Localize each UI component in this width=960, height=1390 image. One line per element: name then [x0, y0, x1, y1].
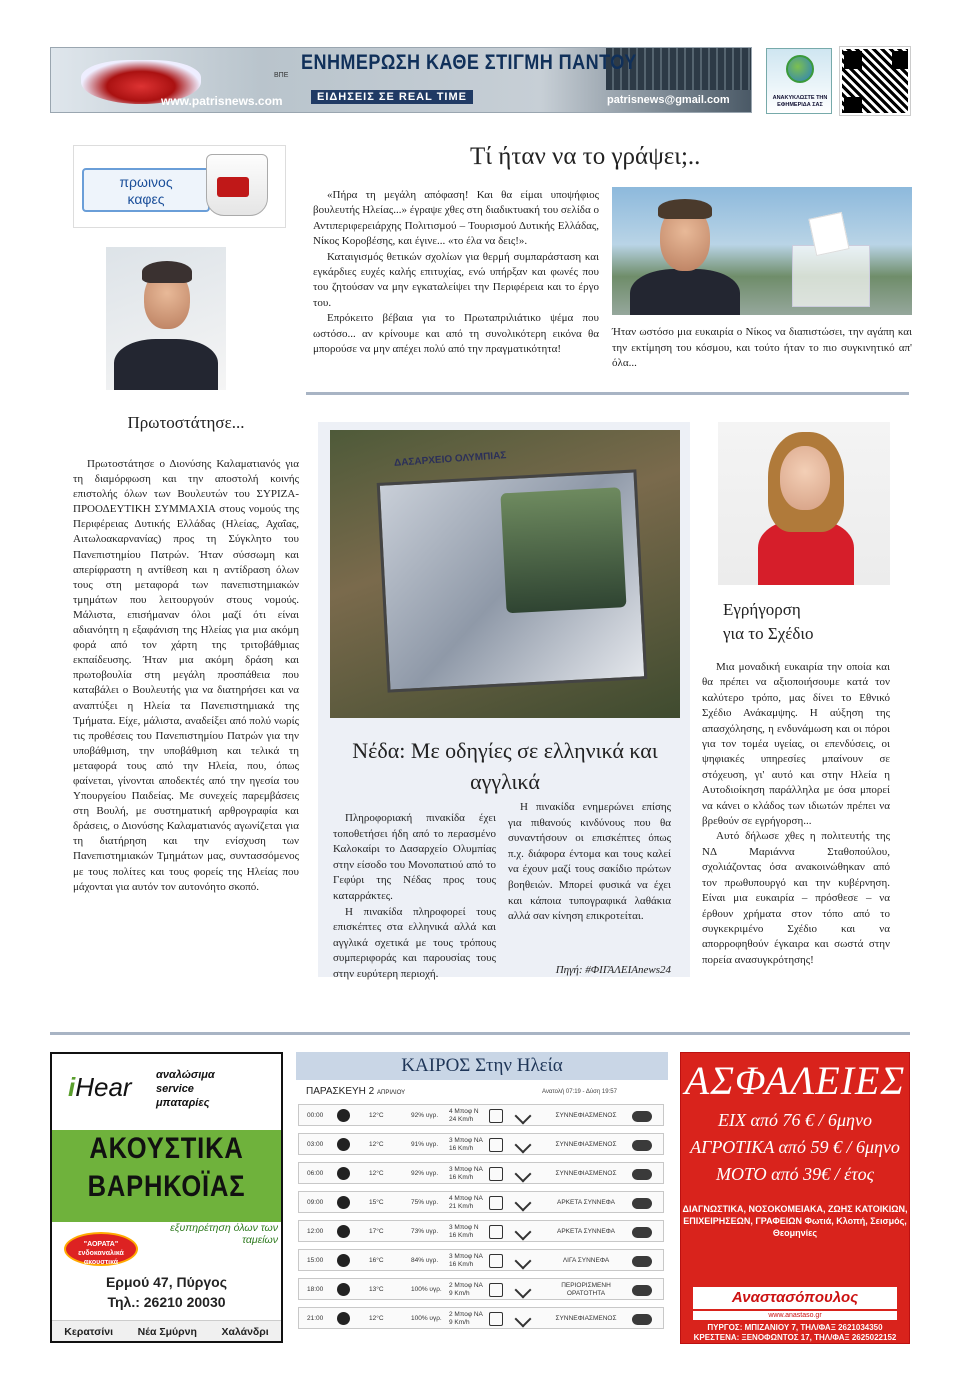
- neda-article-title: Νέδα: Με οδηγίες σε ελληνικά και αγγλικά: [352, 738, 658, 794]
- neda-source: Πηγή: #ΦΙΓΑΛΕΙΑnews24: [555, 964, 671, 976]
- windsock-icon: [515, 1137, 532, 1154]
- ihear-service: μπαταρίες: [156, 1097, 210, 1109]
- cloud-icon: [632, 1198, 652, 1209]
- weather-row: [298, 1249, 664, 1271]
- ihear-services: [156, 1068, 215, 1110]
- insurance-web[interactable]: www.anastaso.gr: [693, 1311, 897, 1320]
- wind-direction-icon: [489, 1109, 503, 1123]
- ballot-paper: [808, 212, 849, 256]
- weather-temp: 13°C: [369, 1286, 384, 1293]
- clock-icon: [337, 1109, 350, 1122]
- insurance-logo: Αναστασόπουλος: [693, 1287, 897, 1309]
- weather-desc: ΣΥΝΝΕΦΙΑΣΜΕΝΟΣ: [555, 1315, 617, 1322]
- weather-humidity: 73% υγρ.: [411, 1228, 439, 1235]
- header-banner: [50, 47, 752, 113]
- weather-row: [298, 1191, 664, 1213]
- windsock-icon: [515, 1224, 532, 1241]
- weather-box: [296, 1052, 668, 1342]
- weather-wind: 4 Μποφ ΝΑ 21 Km/h: [449, 1195, 483, 1210]
- portrait-suit: [630, 269, 740, 315]
- weather-temp: 15°C: [369, 1199, 384, 1206]
- weather-row: [298, 1162, 664, 1184]
- ihear-address: Ερμού 47, Πύργος: [105, 1274, 228, 1290]
- weather-day-name: ΠΑΡΑΣΚΕΥΗ 2: [306, 1086, 375, 1097]
- insurance-line1: ΕΙΧ από 76 € / 6μηνο: [718, 1110, 872, 1130]
- coffee-line1: πρωινος: [119, 174, 173, 190]
- ad-insurance[interactable]: [680, 1052, 910, 1344]
- weather-humidity: 100% υγρ.: [411, 1315, 442, 1322]
- ihear-branch: Χαλάνδρι: [221, 1325, 269, 1338]
- weather-title: ΚΑΙΡΟΣ Στην Ηλεία: [296, 1052, 668, 1080]
- weather-temp: 12°C: [369, 1170, 384, 1177]
- weather-time: 15:00: [307, 1257, 324, 1264]
- weather-wind: 2 Μποφ ΝΑ 9 Km/h: [449, 1282, 483, 1297]
- cloud-icon: [632, 1285, 652, 1296]
- neda-col2-p1: Η πινακίδα ενημερώνει επίσης για πιθανούς κινδύνους που θα συναντήσουν οι επισκέπτες όπως π.χ. διάφορα έντομα και τους καλεί να έχουν μαζί τους σακίδιο πρώτων βοηθειών. Μπορεί φυσικά να έχει και κάποια τυπογραφικά λαθάκια αλλά σαν κίνηση επικροτείται.: [508, 801, 671, 923]
- weather-wind: 4 Μποφ Ν 24 Km/h: [449, 1108, 479, 1123]
- portrait-face: [780, 446, 830, 510]
- top-article-caption: Ήταν ωστόσο μια ευκαιρία ο Νίκος να διαπιστώσει, την αγάπη και την εκτίμηση του κόσμου, και τούτο ήταν το πιο συγκινητικό απ' όλα...: [612, 326, 912, 369]
- ihear-logo-i: i: [68, 1072, 76, 1102]
- cloud-icon: [632, 1227, 652, 1238]
- weather-row: [298, 1220, 664, 1242]
- ihear-branches: [52, 1320, 281, 1342]
- ihear-phone: Τηλ.: 26210 20030: [107, 1294, 226, 1310]
- ihear-logo-text: Hear: [75, 1072, 132, 1102]
- ihear-service: service: [156, 1083, 194, 1095]
- right-article-p2: Αυτό δήλωσε χθες η πολιτευτής της ΝΔ Μαριάννα Σταθοπούλου, σχολιάζοντας όσα ανακοινώθηκαν από τον πρωθυπουργό και την κυβέρνηση. Είναι μια ευκαιρία – πρόσθεσε – να έρθουν χρήματα στον τόπο από το συγκεκριμένο Σχέδιο και να απορροφηθούν έγκαιρα και σωστά στην πορεία ανασυγκρότησης!: [702, 830, 890, 966]
- ad-ihear[interactable]: [50, 1052, 283, 1343]
- weather-humidity: 84% υγρ.: [411, 1257, 439, 1264]
- recycle-caption: ΑΝΑΚΥΚΛΩΣΤΕ ΤΗΝ ΕΦΗΜΕΡΙΔΑ ΣΑΣ: [772, 95, 828, 108]
- recycle-badge: [766, 48, 832, 114]
- top-article-title: Τί ήταν να το γράψει;..: [470, 143, 701, 170]
- ihear-branch: Νέα Σμύρνη: [137, 1325, 197, 1338]
- weather-row: [298, 1104, 664, 1126]
- photo-kalamatianos: [106, 247, 226, 390]
- right-article-title: [723, 598, 814, 646]
- cloud-icon: [632, 1256, 652, 1267]
- cloud-icon: [632, 1314, 652, 1325]
- weather-time: 06:00: [307, 1170, 324, 1177]
- weather-desc: ΣΥΝΝΕΦΙΑΣΜΕΝΟΣ: [555, 1170, 617, 1177]
- insurance-details: ΔΙΑΓΝΩΣΤΙΚΑ, ΝΟΣΟΚΟΜΕΙΑΚΑ, ΖΩΗΣ ΚΑΤΟΙΚΙΩΝ, ΕΠΙΧΕΙΡΗΣΕΩΝ, ΓΡΑΦΕΙΩΝ Φωτιά, Κλοπή, Σεισμός, Θεομηνίες: [682, 1204, 908, 1238]
- weather-row: [298, 1133, 664, 1155]
- weather-row: [298, 1307, 664, 1329]
- weather-humidity: 91% υγρ.: [411, 1141, 439, 1148]
- top-article-body: [313, 188, 599, 357]
- ihear-badge: "ΑΟΡΑΤΑ" ενδοκαναλικά ακουστικά: [64, 1232, 138, 1266]
- neda-col1-p1: Πληροφοριακή πινακίδα έχει τοποθετήσει ήδη από το περασμένο Καλοκαίρι το Δασαρχείο Ολυμπίας στην είσοδο του Μονοπατιού από το Γεφύρι της Νέδας προς τους καταρράκτες.: [333, 812, 496, 902]
- wind-direction-icon: [489, 1254, 503, 1268]
- weather-wind: 3 Μποφ ΝΑ 16 Km/h: [449, 1166, 483, 1181]
- weather-wind: 3 Μποφ ΝΑ 16 Km/h: [449, 1137, 483, 1152]
- coffee-logo-text: [82, 168, 210, 212]
- globe-icon: [786, 55, 814, 83]
- weather-desc: ΣΥΝΝΕΦΙΑΣΜΕΝΟΣ: [555, 1141, 617, 1148]
- banner-website[interactable]: www.patrisnews.com: [161, 94, 283, 108]
- top-article-p2: Καταιγισμός θετικών σχολίων για θερμή συμπαράσταση και εγκάρδιες ευχές καλής επιτυχίας, ενώ υπήρξαν και φωνές που του ζητούσαν να μην εγκαταλείψει την Περιφέρεια και το έργο του.: [313, 250, 599, 309]
- right-title-line2: για το Σχέδιο: [723, 624, 814, 643]
- ballot-box: [792, 245, 870, 307]
- weather-temp: 12°C: [369, 1315, 384, 1322]
- weather-time: 03:00: [307, 1141, 324, 1148]
- coffee-cup-icon: [206, 154, 268, 216]
- top-article-p3: Επρόκειτο βέβαια για το Πρωταπριλιάτικο ψέμα που ωστόσο... αν κρίνουμε και από τη συνολικότερη εικόνα θα μπορούσε να μην απέχει πολύ από την πραγματικότητα!: [313, 312, 599, 356]
- insurance-line3: ΜΟΤΟ από 39€ / έτος: [716, 1164, 874, 1184]
- weather-temp: 12°C: [369, 1141, 384, 1148]
- weather-time: 09:00: [307, 1199, 324, 1206]
- insurance-addr1: ΠΥΡΓΟΣ: ΜΠΙΖΑΝΙΟΥ 7, ΤΗΛ/ΦΑΞ 2621034350: [707, 1323, 883, 1332]
- clock-icon: [337, 1138, 350, 1151]
- coffee-line2: καφες: [127, 191, 165, 207]
- neda-column-1: [333, 811, 496, 983]
- weather-desc: ΛΙΓΑ ΣΥΝΝΕΦΑ: [562, 1257, 610, 1264]
- divider: [306, 392, 909, 395]
- windsock-icon: [515, 1253, 532, 1270]
- weather-desc: ΠΕΡΙΟΡΙΣΜΕΝΗ ΟΡΑΤΟΤΗΤΑ: [561, 1282, 611, 1297]
- wind-direction-icon: [489, 1196, 503, 1210]
- weather-humidity: 100% υγρ.: [411, 1286, 442, 1293]
- divider: [50, 1032, 910, 1035]
- weather-row: [298, 1278, 664, 1300]
- ihear-logo: [68, 1072, 132, 1103]
- weather-humidity: 75% υγρ.: [411, 1199, 439, 1206]
- photo-stathopoulou: [718, 422, 890, 585]
- weather-humidity: 92% υγρ.: [411, 1170, 439, 1177]
- ihear-serve: εξυπηρέτηση όλων των ταμείων: [170, 1222, 278, 1246]
- windsock-icon: [515, 1311, 532, 1328]
- windsock-icon: [515, 1108, 532, 1125]
- weather-time: 12:00: [307, 1228, 324, 1235]
- clock-icon: [337, 1254, 350, 1267]
- weather-time: 18:00: [307, 1286, 324, 1293]
- left-article-title: Πρωτοστάτησε...: [127, 413, 245, 432]
- weather-time: 00:00: [307, 1112, 324, 1119]
- ihear-name-line2: ΒΑΡΗΚΟΪΑΣ: [87, 1170, 246, 1203]
- weather-wind: 2 Μποφ ΝΑ 9 Km/h: [449, 1311, 483, 1326]
- weather-desc: ΑΡΚΕΤΑ ΣΥΝΝΕΦΑ: [556, 1199, 616, 1206]
- right-title-line1: Εγρήγορση: [723, 600, 801, 619]
- neda-column-2: [508, 800, 671, 925]
- cloud-icon: [632, 1140, 652, 1151]
- wind-direction-icon: [489, 1167, 503, 1181]
- weather-desc: ΣΥΝΝΕΦΙΑΣΜΕΝΟΣ: [555, 1112, 617, 1119]
- morning-coffee-logo: [73, 145, 286, 228]
- qr-code[interactable]: [840, 47, 910, 115]
- weather-sun: Ανατολή 07:19 - Δύση 19:57: [542, 1089, 617, 1095]
- insurance-addr2: ΚΡΕΣΤΕΝΑ: ΞΕΝΟΦΩΝΤΟΣ 17, ΤΗΛ/ΦΑΞ 2625022152: [693, 1333, 897, 1342]
- right-article-body: [702, 660, 890, 968]
- banner-subline: ΕΙΔΗΣΕΙΣ ΣΕ REAL TIME: [311, 90, 473, 104]
- clock-icon: [337, 1283, 350, 1296]
- ihear-branch: Κερατσίνι: [64, 1325, 114, 1338]
- ihear-name-line1: ΑΚΟΥΣΤΙΚΑ: [89, 1132, 244, 1165]
- photo-info-sign: [330, 430, 680, 718]
- top-article-p1: «Πήρα τη μεγάλη απόφαση! Και θα είμαι υποψήφιος βουλευτής Ηλείας...» έγραψε χθες στη διαδικτυακή του σελίδα ο Αντιπεριφερειάρχης Πολιτισμού – Τουρισμού Δυτικής Ελλάδας, Νίκος Κοροβέσης, και έγινε... «το έλα να δεις!».: [313, 189, 599, 248]
- weather-temp: 17°C: [369, 1228, 384, 1235]
- clock-icon: [337, 1225, 350, 1238]
- weather-time: 21:00: [307, 1315, 324, 1322]
- ihear-service: αναλώσιμα: [156, 1069, 215, 1081]
- weather-humidity: 92% υγρ.: [411, 1112, 439, 1119]
- weather-desc: ΑΡΚΕΤΑ ΣΥΝΝΕΦΑ: [556, 1228, 616, 1235]
- wind-direction-icon: [489, 1138, 503, 1152]
- neda-col1-p2: Η πινακίδα πληροφορεί τους επισκέπτες στα ελληνικά αλλά και αγγλικά σχετικά με τους τρόπους συμπεριφοράς και παρουσίας τους στην ευρύτερη περιοχή.: [333, 905, 496, 980]
- insurance-line2: ΑΓΡΟΤΙΚΑ από 59 € / 6μηνο: [690, 1137, 900, 1157]
- wind-direction-icon: [489, 1283, 503, 1297]
- weather-wind: 3 Μποφ ΝΑ 16 Km/h: [449, 1253, 483, 1268]
- weather-temp: 16°C: [369, 1257, 384, 1264]
- clock-icon: [337, 1312, 350, 1325]
- clock-icon: [337, 1196, 350, 1209]
- windsock-icon: [515, 1195, 532, 1212]
- photo-korovesis: [612, 187, 912, 315]
- cloud-icon: [632, 1111, 652, 1122]
- windsock-icon: [515, 1166, 532, 1183]
- portrait-hair: [142, 261, 192, 283]
- banner-email[interactable]: patrisnews@gmail.com: [607, 94, 730, 106]
- weather-day: [306, 1086, 405, 1097]
- banner-bpe: ΒΠΕ: [274, 72, 289, 79]
- info-board: [377, 469, 648, 692]
- left-article-body: Πρωτοστάτησε ο Διονύσης Καλαματιανός για τη διαμόρφωση και την αποστολή κοινής επιστολής όλων των Βουλευτών του ΣΥΡΙΖΑ- ΠΡΟΟΔΕΥΤΙΚΗ ΣΥΜΜΑΧΙΑ στους νομούς της Περιφέρειας Δυτικής Ελλάδας (Ηλείας, Αχαΐας, Αιτωλοακαρνανίας) προς τη Σύγκλητο του Πανεπιστημίου Πατρών. Ήταν σύσσωμη και απερίφραστη η αντίθεση και η αντίδραση όλων τους στη μεταφορά των πανεπιστημιακών τμημάτων που λειτουργούν στους νομούς. Μάλιστα, επισήμαναν όλοι μαζί ότι είναι αδιανόητη η εξαφάνιση της Ηλείας για μια ακόμη φορά από τον χάρτη της τριτοβάθμιας εκπαίδευσης. Ήταν μια ακόμη δράση και πρωτοβουλία στη μεγάλη προσπάθεια που καταβάλει ο Βουλευτής για να διατηρήσει και να αναπτύξει η Ηλεία τα Πανεπιστημιακά της Τμήματα. Είχε, μάλιστα, αναδείξει από πολύ νωρίς τις προθέσεις του Πανεπιστημίου Πατρών για την υποβάθμιση, την υποβάθμιση και τελικά τη μεταφορά τους από την Ηλεία, που, όπως φαίνεται, γίνονται αποδεκτές από την ηγεσία του Υπουργείου Παιδείας. Με συνεχείς παρεμβάσεις στη Βουλή, με συστηματική αρθρογραφία και δράσεις, ο Διονύσης Καλαματιανός αγωνίζεται για τη διατήρηση και την ενίσχυση των Πανεπιστημιακών Τμημάτων μας, συντασσόμενος με τους πολίτες και τους φορείς της Ηλείας που μάχονται για αυτόν τον αυτονόητο σκοπό.: [73, 458, 299, 893]
- insurance-title: ΑΣΦΑΛΕΙΕΣ: [684, 1058, 906, 1103]
- weather-temp: 12°C: [369, 1112, 384, 1119]
- windsock-icon: [515, 1282, 532, 1299]
- ihear-name-block: [52, 1130, 281, 1222]
- clock-icon: [337, 1167, 350, 1180]
- banner-headline: ΕΝΗΜΕΡΩΣΗ ΚΑΘΕ ΣΤΙΓΜΗ ΠΑΝΤΟΥ: [301, 51, 637, 74]
- wind-direction-icon: [489, 1312, 503, 1326]
- portrait-hair: [658, 199, 712, 219]
- sign-title: ΔΑΣΑΡΧΕΙΟ ΟΛΥΜΠΙΑΣ: [393, 450, 507, 469]
- portrait-suit: [114, 339, 218, 390]
- weather-month: ΑΠΡΙΛΙΟΥ: [377, 1090, 406, 1096]
- weather-wind: 3 Μποφ Ν 16 Km/h: [449, 1224, 479, 1239]
- right-article-p1: Μια μοναδική ευκαιρία την οποία και θα πρέπει να αξιοποιήσουμε κατά τον καλύτερο τρόπο, μας δίνει το Εθνικό Σχέδιο Ανάκαμψης. Η αύξηση της απασχόλησης, η ενδυνάμωση και οι πόροι για τον τομέα υγείας, οι επενδύσεις, οι ψηφιακές υπηρεσίες μπαίνουν σε στόχευση, γι' αυτό και στην Ηλεία η Αυτοδιοίκηση παράλληλα με όσα μπορεί να κάνει ο κλάδος των ιδιωτών πρέπει να βρεθούν σε εγρήγορση...: [702, 661, 890, 828]
- wind-direction-icon: [489, 1225, 503, 1239]
- cloud-icon: [632, 1169, 652, 1180]
